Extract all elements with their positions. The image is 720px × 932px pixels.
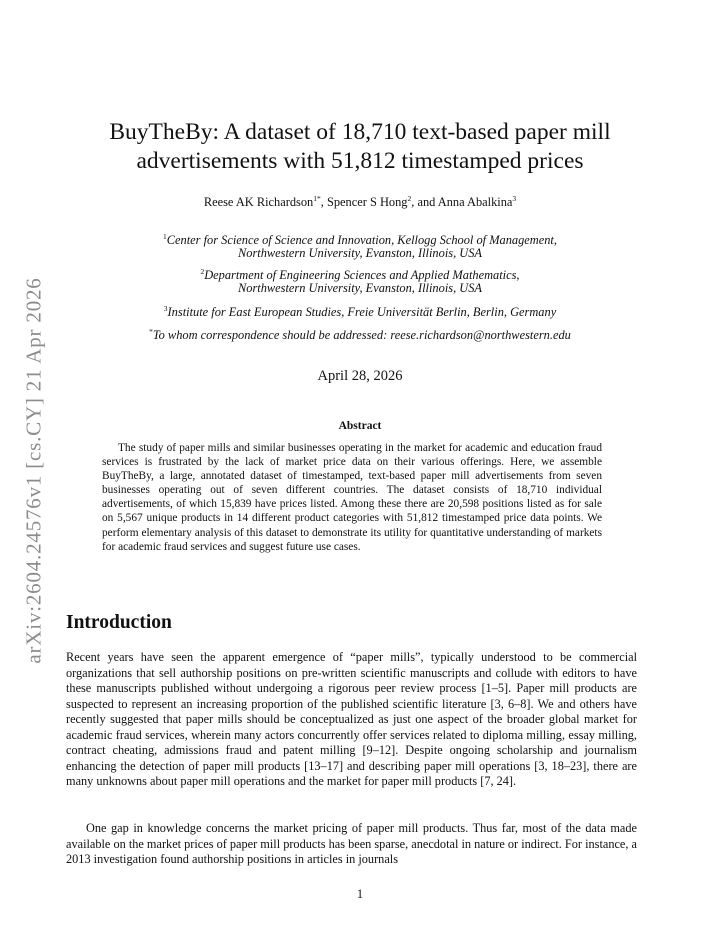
author-separator: , <box>320 195 327 210</box>
abstract-heading: Abstract <box>338 420 382 432</box>
author-name: Reese AK Richardson <box>203 195 314 210</box>
abstract-text: The study of paper mills and similar businesses operating in the market for academic and education fraud services is frustrated by the lack of market price data on their various offerings. Here, we assemble BuyTheBy, a large, annotated dataset of timestamped, text-based paper mill advertisements from seven businesses operating out of seven different countries. The dataset consists of 18,710 individual advertisements, of which 15,839 have prices listed. Among these there are 20,598 positions listed as for sale on 5,567 unique products in 14 different product categories with 51,812 timestamped price data points. We perform elementary analysis of this dataset to demonstrate its utility for quantitative understanding of markets for academic fraud services and suggest future use cases. <box>102 442 602 553</box>
section-heading-introduction: Introduction <box>66 612 172 633</box>
author-list <box>80 191 640 210</box>
affiliation-mark: * <box>149 327 153 336</box>
introduction-paragraph-1: Recent years have seen the apparent emergence of “paper mills”, typically understood to be commercial organizations that sell authorship positions on pre-written scientific manuscripts and collude with editors to have these manuscripts published without undergoing a rigorous peer review process [1–5]. Paper mill products are suspected to represent an increasing proportion of the published scientific literature [3, 6–8]. We and others have recently suggested that paper mills should be conceptualized as just one aspect of the broader global market for academic fraud services, wherein many actors concurrently offer services related to diploma milling, essay milling, contract cheating, admissions fraud and patent milling [9–12]. Despite ongoing scholarship and journalism enhancing the detection of paper mill products [13–17] and describing paper mill operations [3, 18–23], there are many unknowns about paper mill operations and the market for paper mill products [7, 24]. <box>66 650 637 789</box>
affiliation-line: Institute for East European Studies, Freie Universität Berlin, Berlin, Germany <box>167 305 557 320</box>
paper-title <box>80 118 640 176</box>
affiliation-2 <box>80 266 640 294</box>
affiliation-line: Northwestern University, Evanston, Illinois, USA <box>237 280 482 295</box>
affiliation-mark: 3 <box>163 304 168 313</box>
title-line-1: BuyTheBy: A dataset of 18,710 text-based paper mill <box>109 119 611 145</box>
author-name: Spencer S Hong <box>326 195 408 210</box>
author-affiliation-mark: 2 <box>407 194 412 203</box>
arxiv-identifier-stamp <box>14 260 54 680</box>
correspondence-note <box>80 326 640 342</box>
affiliation-line: Department of Engineering Sciences and Applied Mathematics, <box>204 268 520 283</box>
author-name: Anna Abalkina <box>437 195 513 210</box>
affiliation-line: Northwestern University, Evanston, Illinois, USA <box>237 245 482 260</box>
author-affiliation-mark: 3 <box>512 194 517 203</box>
affiliation-3 <box>80 303 640 319</box>
affiliation-line: Center for Science of Science and Innovation, Kellogg School of Management, <box>166 233 557 248</box>
introduction-paragraph-2: One gap in knowledge concerns the market pricing of paper mill products. Thus far, most of the data made available on the market prices of paper mill products has been sparse, anecdotal in nature or indirect. For instance, a 2013 investigation found authorship positions in articles in journals <box>66 821 637 867</box>
title-line-2: advertisements with 51,812 timestamped prices <box>136 148 584 174</box>
correspondence-line: To whom correspondence should be addressed: reese.richardson@northwestern.edu <box>152 328 571 343</box>
author-affiliation-mark: 1* <box>313 194 321 203</box>
author-separator: , and <box>411 195 438 210</box>
affiliation-mark: 2 <box>200 267 205 276</box>
publication-date: April 28, 2026 <box>317 368 403 384</box>
affiliation-1 <box>80 231 640 259</box>
page-number: 1 <box>356 887 364 901</box>
arxiv-identifier-text: arXiv:2604.24576v1 [cs.CY] 21 Apr 2026 <box>21 276 46 664</box>
affiliation-mark: 1 <box>163 232 167 241</box>
